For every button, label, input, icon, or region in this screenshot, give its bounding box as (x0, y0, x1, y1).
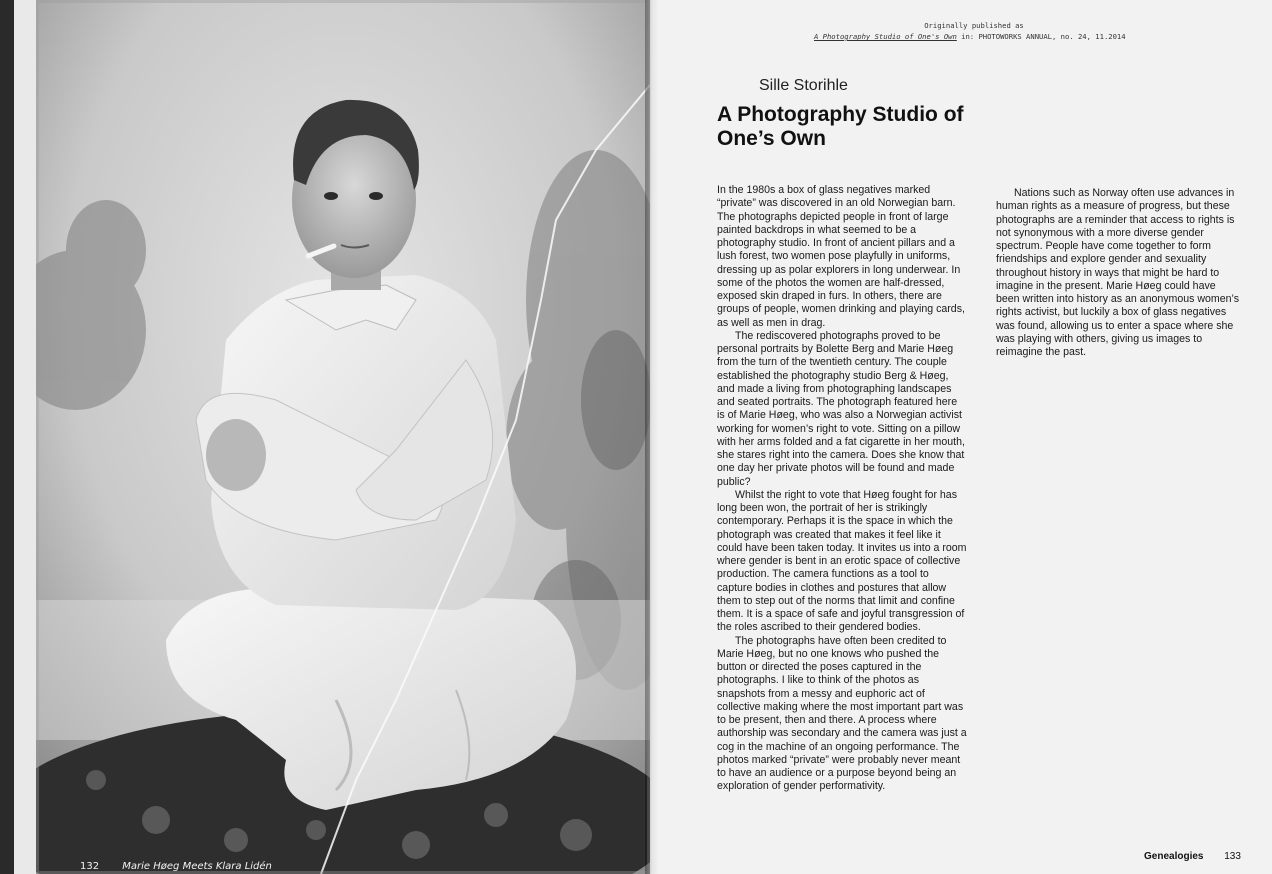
publication-note-source: in: PHOTOWORKS ANNUAL, no. 24, 11.2014 (956, 32, 1126, 41)
publication-note-title: A Photography Studio of One's Own (814, 32, 957, 41)
paragraph: Nations such as Norway often use advances in human rights as a measure of progress, but these photographs are a reminder that access to rights is not synonymous with a more diverse gender spectrum. People have come together to form friendships and explore gender and sexuality throughout history in ways that might be hard to imagine in the present. Marie Høeg could have been written into history as an anonymous women’s rights activist, but luckily a box of glass negatives was found, allowing us to enter a space where she was playing with others, giving us images to reimagine the past. (996, 187, 1240, 358)
section-name: Genealogies (1144, 851, 1204, 862)
right-page-number: 133 (1224, 851, 1241, 862)
book-gutter (645, 0, 659, 874)
paragraph: Whilst the right to vote that Høeg fought for has long been won, the portrait of her is strikingly contemporary. Perhaps it is the space in which the photograph was created that makes it feel like it could have been taken today. It invites us into a room where gender is bent in an erotic space of collective production. The camera functions as a tool to capture bodies in clothes and postures that allow them to step out of the norms that limit and confine them. It is a space of safe and joyful transgression of the roles ascribed to their gendered bodies. (717, 488, 967, 634)
publication-note-line2 (814, 31, 1154, 42)
article-author: Sille Storihle (759, 77, 848, 94)
publication-note-line1: Originally published as (924, 21, 1024, 30)
left-page (14, 0, 650, 874)
left-running-head: Marie Høeg Meets Klara Lidén (122, 861, 272, 872)
paragraph: The photographs have often been credited to Marie Høeg, but no one knows who pushed the button or directed the poses captured in the photographs. I like to think of the photos as snapshots from a messy and euphoric act of collective making where the most important part was to be present, then and there. A process where authorship was secondary and the camera was just a cog in the machine of an ongoing performance. The photos marked “private” were probably never meant to have an audience or a purpose beyond being an exploration of gender performativity. (717, 634, 967, 793)
portrait-illustration (36, 0, 650, 874)
publication-note (814, 20, 1154, 42)
left-page-footer (80, 861, 272, 872)
portrait-photograph (36, 0, 650, 874)
article-column-1 (717, 184, 967, 794)
paragraph: In the 1980s a box of glass negatives marked “private” was discovered in an old Norwegian barn. The photographs depicted people in front of large painted backdrops in what seemed to be a photography studio. In front of ancient pillars and a lush forest, two women pose playfully in uniforms, dressing up as polar explorers in long underwear. In some of the photos the women are half-dressed, exposed skin draped in furs. In others, there are groups of people, women drinking and playing cards, as well as men in drag. (717, 184, 965, 329)
left-page-number: 132 (80, 861, 100, 872)
right-page-footer (1144, 851, 1241, 862)
article-column-2 (996, 187, 1240, 359)
paragraph: The rediscovered photographs proved to be personal portraits by Bolette Berg and Marie Høeg from the turn of the twentieth century. The couple established the photography studio Berg & Høeg, and made a living from photographing landscapes and seated portraits. The photograph featured here is of Marie Høeg, who was also a Norwegian activist working for women’s right to vote. Sitting on a pillow with her arms folded and a fat cigarette in her mouth, she stares right into the camera. Does she know that one day her private photos will be found and made public? (717, 329, 965, 488)
article-title: A Photography Studio of One’s Own (717, 103, 964, 150)
